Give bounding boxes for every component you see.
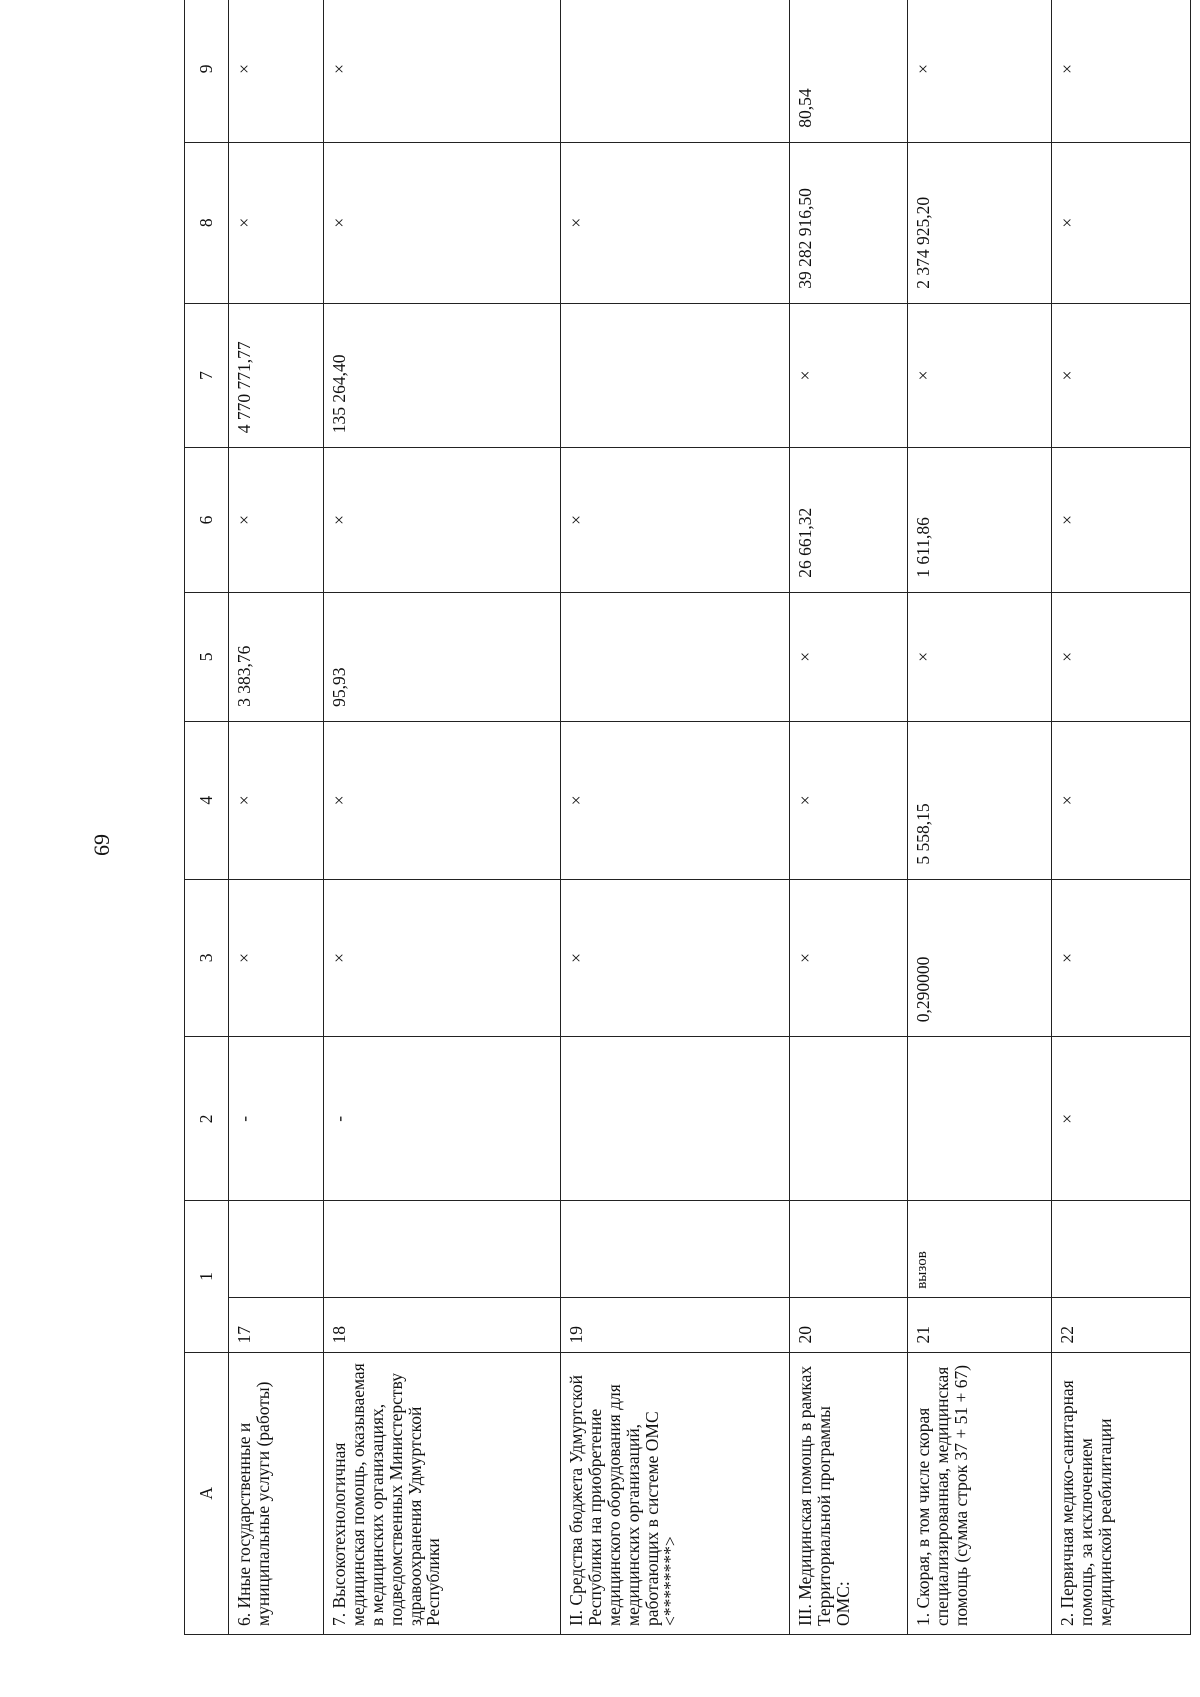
table-cell: 0,290000 — [908, 879, 1052, 1037]
page-number: 69 — [89, 834, 114, 856]
header-cell-2: 2 — [185, 1037, 229, 1201]
table-cell: × — [1052, 592, 1191, 721]
table-row — [561, 0, 790, 1635]
table-cell: 5 558,15 — [908, 721, 1052, 879]
table-cell: × — [790, 592, 908, 721]
unit-cell: вызов — [908, 1201, 1052, 1297]
table-cell: - — [324, 1037, 561, 1201]
header-cell-3: 3 — [185, 879, 229, 1037]
table-row — [229, 0, 324, 1635]
table-cell: × — [908, 592, 1052, 721]
row-label: 1. Скорая, в том числе скорая специализированная, медицинская помощь (сумма строк 37 + 51 + 67) — [908, 1352, 1052, 1634]
table-cell: × — [790, 303, 908, 448]
table-cell: × — [1052, 448, 1191, 593]
financial-table — [184, 0, 1191, 1635]
row-label: III. Медицинская помощь в рамках Территориальной программы ОМС: — [790, 1352, 908, 1634]
row-number: 20 — [790, 1297, 908, 1352]
row-label: 6. Иные государственные и муниципальные услуги (работы) — [229, 1352, 324, 1634]
header-row — [185, 0, 229, 1635]
header-cell-a: А — [185, 1352, 229, 1634]
table-cell: × — [561, 448, 790, 593]
table-cell: × — [1052, 879, 1191, 1037]
table-cell: 135 264,40 — [324, 303, 561, 448]
unit-cell — [790, 1201, 908, 1297]
table-cell: × — [561, 142, 790, 303]
row-number: 18 — [324, 1297, 561, 1352]
table-cell: 1 611,86 — [908, 448, 1052, 593]
header-cell-7: 7 — [185, 303, 229, 448]
table-cell: 2 374 925,20 — [908, 142, 1052, 303]
unit-cell — [229, 1201, 324, 1297]
table-cell: 95,93 — [324, 592, 561, 721]
table-cell: × — [324, 142, 561, 303]
row-number: 22 — [1052, 1297, 1191, 1352]
table-cell — [561, 592, 790, 721]
table-cell: × — [561, 879, 790, 1037]
table-cell: × — [1052, 721, 1191, 879]
table-cell: × — [908, 303, 1052, 448]
table-cell: × — [324, 721, 561, 879]
table-cell — [908, 1037, 1052, 1201]
row-label: II. Средства бюджета Удмуртской Республики на приобретение медицинского оборудования для медицинских организаций, работающих в системе ОМС <********> — [561, 1352, 790, 1634]
header-cell-8: 8 — [185, 142, 229, 303]
table-row — [324, 0, 561, 1635]
table-cell: × — [229, 448, 324, 593]
table-cell: × — [908, 0, 1052, 142]
unit-cell — [561, 1201, 790, 1297]
row-label: 2. Первичная медико-санитарная помощь, за исключением медицинской реабилитации — [1052, 1352, 1191, 1634]
table-cell: × — [1052, 0, 1191, 142]
table-row — [908, 0, 1052, 1635]
table-cell: × — [229, 142, 324, 303]
table-cell: × — [324, 448, 561, 593]
table-cell — [561, 0, 790, 142]
table-cell: 39 282 916,50 — [790, 142, 908, 303]
table-cell — [790, 1037, 908, 1201]
table-cell: × — [1052, 303, 1191, 448]
table-cell: × — [324, 0, 561, 142]
unit-cell — [1052, 1201, 1191, 1297]
table-cell: 80,54 — [790, 0, 908, 142]
row-number: 17 — [229, 1297, 324, 1352]
table-cell: × — [1052, 1037, 1191, 1201]
table-cell: × — [790, 721, 908, 879]
header-cell-5: 5 — [185, 592, 229, 721]
table-cell: × — [561, 721, 790, 879]
table-cell — [561, 1037, 790, 1201]
row-label: 7. Высокотехнологичная медицинская помощь, оказываемая в медицинских организациях, подведомственных Министерству здравоохранения Удмуртской Республики — [324, 1352, 561, 1634]
table-cell: × — [1052, 142, 1191, 303]
header-cell-4: 4 — [185, 721, 229, 879]
table-row — [790, 0, 908, 1635]
row-number: 21 — [908, 1297, 1052, 1352]
unit-cell — [324, 1201, 561, 1297]
table-row — [1052, 0, 1191, 1635]
table-cell: × — [229, 721, 324, 879]
table-cell: - — [229, 1037, 324, 1201]
table-cell: × — [229, 879, 324, 1037]
header-cell-6: 6 — [185, 448, 229, 593]
row-number: 19 — [561, 1297, 790, 1352]
table-cell: 26 661,32 — [790, 448, 908, 593]
header-cell-9: 9 — [185, 0, 229, 142]
financial-table-rotated — [184, 0, 1184, 1635]
header-cell-1: 1 — [185, 1201, 229, 1352]
table-cell: × — [790, 879, 908, 1037]
table-cell: 3 383,76 — [229, 592, 324, 721]
table-cell — [561, 303, 790, 448]
table-cell: 4 770 771,77 — [229, 303, 324, 448]
table-cell: × — [229, 0, 324, 142]
table-cell: × — [324, 879, 561, 1037]
